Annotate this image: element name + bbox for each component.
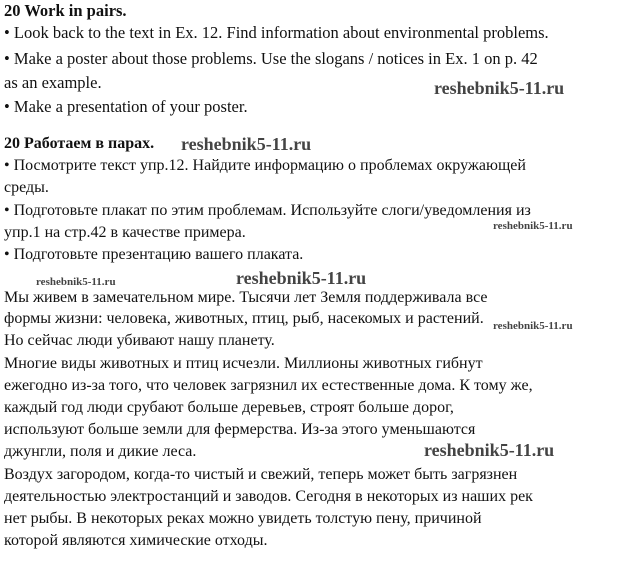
watermark-text: reshebnik5-11.ru [236,268,367,288]
watermark-text: reshebnik5-11.ru [36,276,116,288]
english-item: • Look back to the text in Ex. 12. Find information about environmental problems. [4,23,549,42]
english-heading: 20 Work in pairs. [4,1,127,20]
russian-heading: 20 Работаем в парах. [4,135,155,152]
translation-line: деятельностью электростанций и заводов. Сегодня в некоторых из наших рек [4,488,533,505]
translation-line: джунгли, поля и дикие леса. [4,443,197,460]
translation-line: Многие виды животных и птиц исчезли. Миллионы животных гибнут [4,355,483,372]
russian-item: среды. [4,179,49,196]
watermark-text: reshebnik5-11.ru [493,320,573,332]
translation-line: ежегодно из-за того, что человек загрязнил их естественные дома. К тому же, [4,377,533,394]
russian-item: • Посмотрите текст упр.12. Найдите информацию о проблемах окружающей [4,157,526,174]
translation-line: которой являются химические отходы. [4,532,268,549]
translation-line: используют больше земли для фермерства. Из-за этого уменьшаются [4,421,476,438]
watermark-text: reshebnik5-11.ru [181,134,312,154]
translation-line: Мы живем в замечательном мире. Тысячи лет Земля поддерживала все [4,289,488,306]
russian-item: • Подготовьте презентацию вашего плаката. [4,246,304,263]
watermark-text: reshebnik5-11.ru [424,440,555,460]
english-item: • Make a poster about those problems. Use the slogans / notices in Ex. 1 on p. 42 [4,49,538,68]
translation-line: нет рыбы. В некоторых реках можно увидеть толстую пену, причиной [4,510,482,527]
watermark-text: reshebnik5-11.ru [434,78,565,98]
translation-line: Но сейчас люди убивают нашу планету. [4,332,275,349]
translation-line: формы жизни: человека, животных, птиц, рыб, насекомых и растений. [4,310,484,327]
english-item: as an example. [4,73,102,92]
translation-line: Воздух загородом, когда-то чистый и свежий, теперь может быть загрязнен [4,466,518,483]
russian-item: упр.1 на стр.42 в качестве примера. [4,224,246,241]
russian-item: • Подготовьте плакат по этим проблемам. Используйте слоги/уведомления из [4,202,531,219]
translation-line: каждый год люди срубают больше деревьев, строят больше дорог, [4,399,454,416]
watermark-text: reshebnik5-11.ru [493,220,573,232]
english-item: • Make a presentation of your poster. [4,97,248,116]
